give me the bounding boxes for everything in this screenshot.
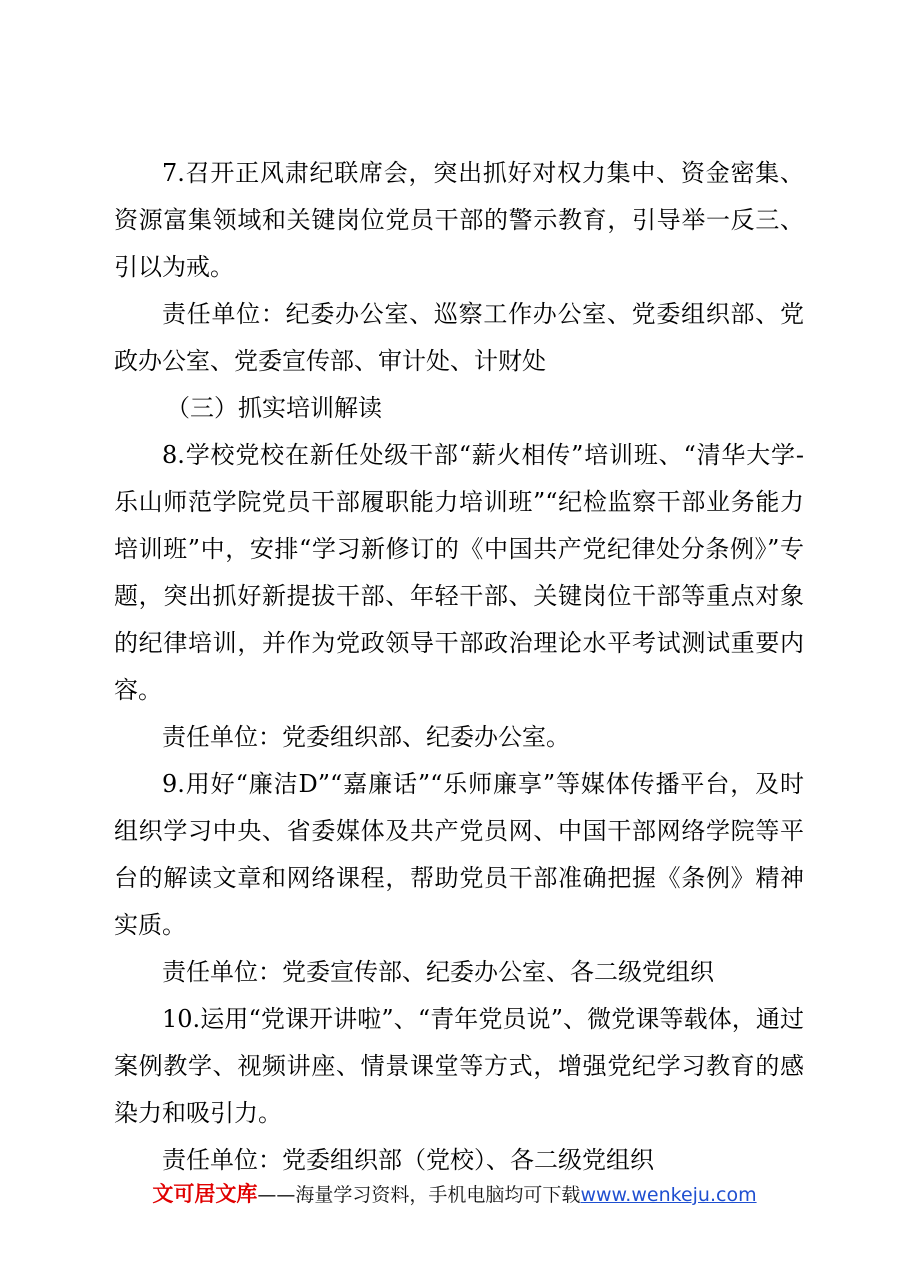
paragraph-item-10: 10.运用“党课开讲啦”、“青年党员说”、微党课等载体，通过案例教学、视频讲座、情景课堂等方式，增强党纪学习教育的感染力和吸引力。: [114, 1005, 804, 1127]
responsibility-units-9: 责任单位：党委宣传部、纪委办公室、各二级党组织: [162, 958, 714, 986]
section-heading-3: （三）抓实培训解读: [166, 394, 382, 422]
responsibility-units-8: 责任单位：党委组织部、纪委办公室。: [162, 723, 570, 751]
footer-website-link[interactable]: www.wenkeju.com: [580, 1184, 757, 1206]
footer-banner: [0, 1180, 909, 1209]
paragraph-item-9: 9.用好“廉洁D”“嘉廉话”“乐师廉享”等媒体传播平台，及时组织学习中央、省委媒体及共产党员网、中国干部网络学院等平台的解读文章和网络课程，帮助党员干部准确把握《条例》精神实质。: [114, 770, 804, 939]
paragraph-item-8: 8.学校党校在新任处级干部“薪火相传”培训班、“清华大学-乐山师范学院党员干部履职能力培训班”“纪检监察干部业务能力培训班”中，安排“学习新修订的《中国共产党纪律处分条例》”专题，突出抓好新提拔干部、年轻干部、关键岗位干部等重点对象的纪律培训，并作为党政领导干部政治理论水平考试测试重要内容。: [114, 441, 804, 704]
document-body: [114, 150, 804, 1184]
paragraph-item-7: 7.召开正风肃纪联席会，突出抓好对权力集中、资金密集、资源富集领域和关键岗位党员干部的警示教育，引导举一反三、引以为戒。: [114, 159, 804, 281]
footer-brand: 文可居文库: [152, 1182, 258, 1206]
footer-slogan: ——海量学习资料，手机电脑均可下载: [257, 1184, 581, 1206]
responsibility-units-10: 责任单位：党委组织部（党校）、各二级党组织: [162, 1146, 654, 1174]
responsibility-units-7: 责任单位：纪委办公室、巡察工作办公室、党委组织部、党政办公室、党委宣传部、审计处、计财处: [114, 300, 804, 375]
